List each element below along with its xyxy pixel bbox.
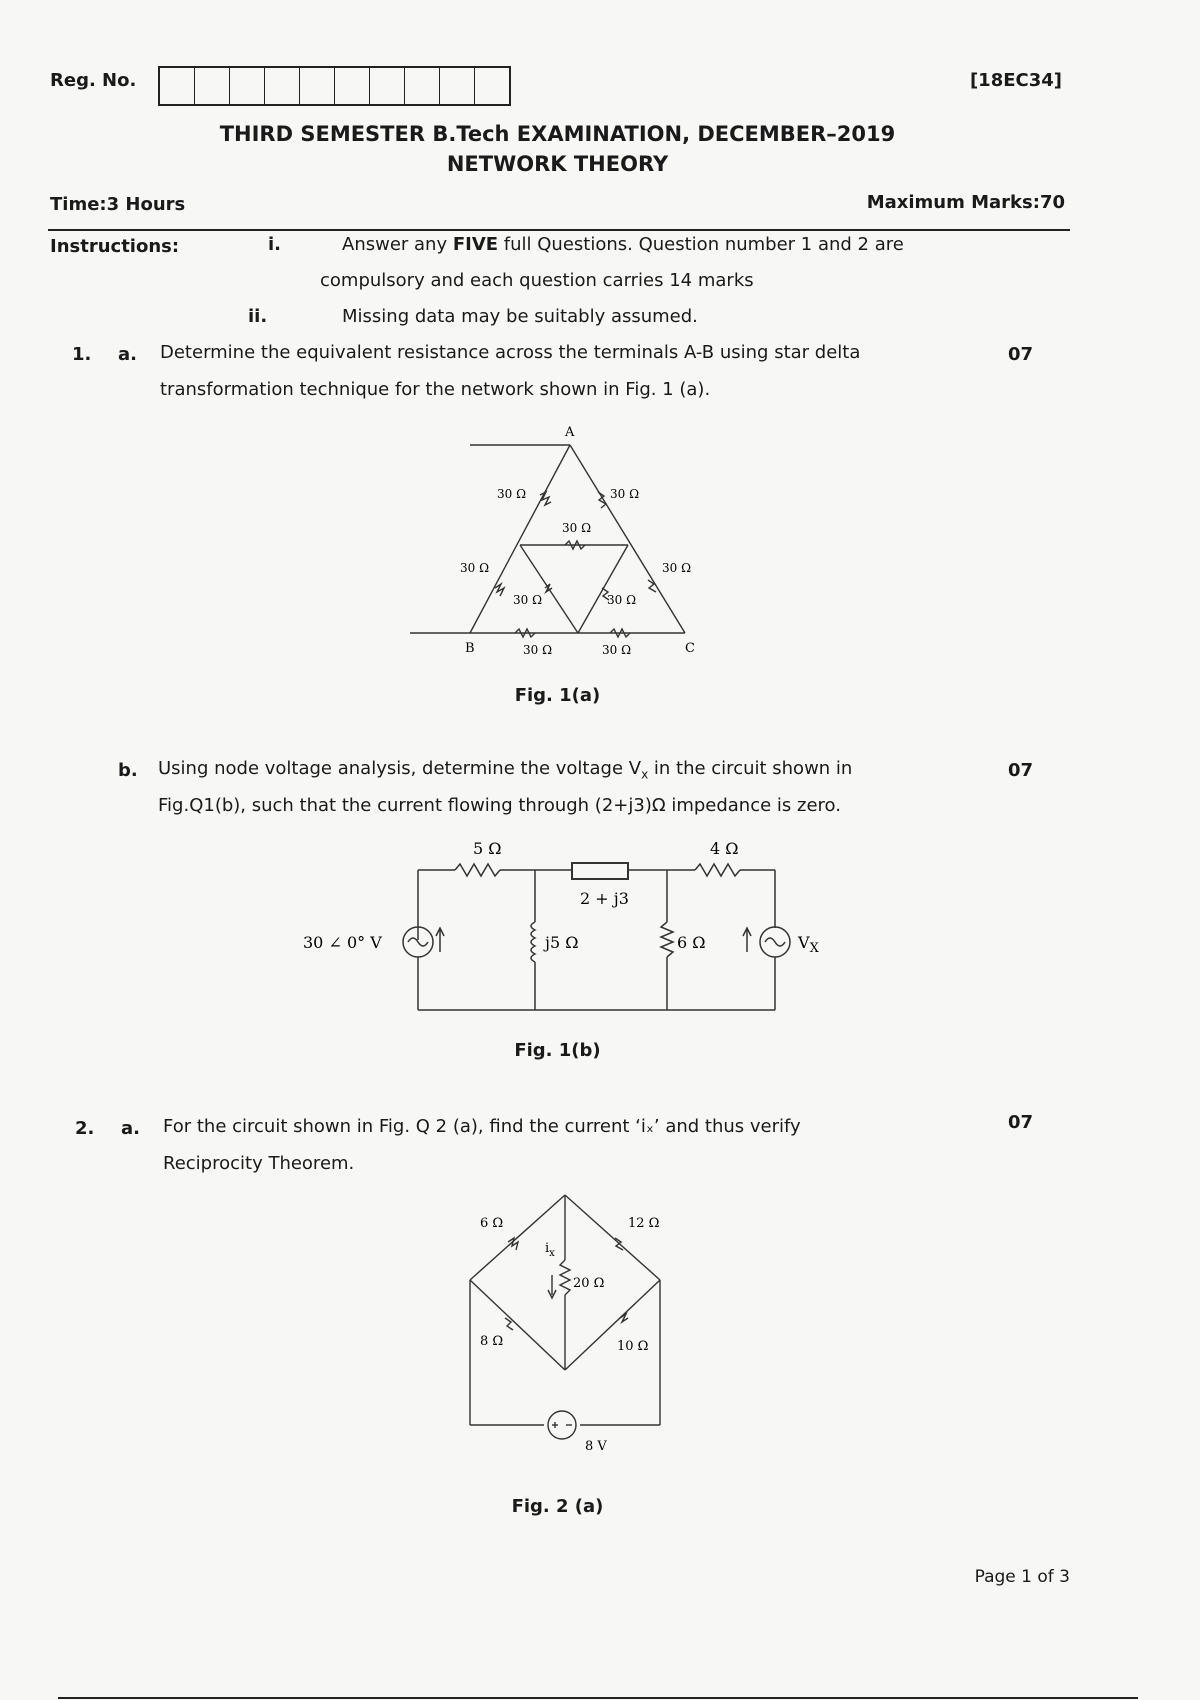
q1b-text-line1: Using node voltage analysis, determine the voltage $V_x$ in the circuit shown in [158,758,853,782]
q1b-text-line2: Fig.Q1(b), such that the current flowing through (2+j3)Ω impedance is zero. [158,795,841,816]
q2a-text-line1: For the circuit shown in Fig. Q 2 (a), find the current ‘iₓ’ and thus verify [163,1116,801,1137]
instruction-i-text-line2: compulsory and each question carries 14 marks [320,270,754,291]
resistor-6-label: 6 Ω [677,933,706,952]
resistor-label: 30 Ω [602,643,632,657]
max-marks: Maximum Marks:70 [866,192,1065,213]
figure-1a-network [400,420,720,660]
resistor-label: 30 Ω [662,561,692,575]
source-8v-label: 8 V [585,1439,607,1454]
q1-number: 1. [72,344,92,365]
reg-no-label: Reg. No. [50,70,137,91]
q1b-marks: 07 [1008,760,1034,781]
impedance-label: 2 + j3 [580,889,629,908]
resistor-label: 30 Ω [562,521,592,535]
node-c-label: C [685,641,695,656]
q1a-marks: 07 [1008,344,1034,365]
course-code: [18EC34] [969,70,1062,91]
resistor-10-label: 10 Ω [617,1339,649,1354]
resistor-label: 30 Ω [523,643,553,657]
fig-1a-caption: Fig. 1(a) [514,685,601,706]
resistor-label: 30 Ω [610,487,640,501]
q2-number: 2. [75,1118,95,1139]
fig-2a-caption: Fig. 2 (a) [511,1496,604,1517]
instruction-ii-text: Missing data may be suitably assumed. [342,306,698,327]
reg-no-boxes[interactable] [158,66,511,106]
instruction-i-num: i. [268,234,282,255]
instruction-ii-num: ii. [248,306,268,327]
exam-time: Time:3 Hours [50,194,186,215]
q1b-label: b. [118,760,138,781]
resistor-8-label: 8 Ω [480,1334,504,1349]
resistor-4-label: 4 Ω [710,839,739,858]
q2a-marks: 07 [1008,1112,1034,1133]
source-1-label: 30 ∠ 0° V [303,933,382,952]
figure-2a-bridge [440,1180,690,1460]
q2a-label: a. [121,1118,140,1139]
resistor-20-label: 20 Ω [573,1276,605,1291]
footer-divider [58,1697,1138,1699]
resistor-label: 30 Ω [460,561,490,575]
node-a-label: A [565,425,575,440]
resistor-5-label: 5 Ω [473,839,502,858]
figure-1b-circuit [295,830,875,1020]
resistor-label: 30 Ω [497,487,527,501]
subject-title: NETWORK THEORY [446,152,669,176]
node-b-label: B [465,641,475,656]
q1a-text-line1: Determine the equivalent resistance across the terminals A-B using star delta [160,342,861,363]
instruction-i-text: Answer any FIVE full Questions. Question number 1 and 2 are [342,234,904,255]
exam-title: THIRD SEMESTER B.Tech EXAMINATION, DECEMBER–2019 [219,122,896,146]
inductor-label: j5 Ω [545,933,579,952]
current-ix-label: $i_x$ [545,1241,555,1259]
fig-1b-caption: Fig. 1(b) [514,1040,601,1061]
source-2-label: $V_X$ [798,933,819,956]
instructions-label: Instructions: [50,236,180,257]
resistor-label: 30 Ω [513,593,543,607]
q1a-text-line2: transformation technique for the network shown in Fig. 1 (a). [160,379,711,400]
page-number: Page 1 of 3 [974,1567,1070,1587]
q1a-label: a. [118,344,137,365]
resistor-label: 30 Ω [607,593,637,607]
resistor-6-label: 6 Ω [480,1216,504,1231]
q2a-text-line2: Reciprocity Theorem. [163,1153,355,1174]
resistor-12-label: 12 Ω [628,1216,660,1231]
